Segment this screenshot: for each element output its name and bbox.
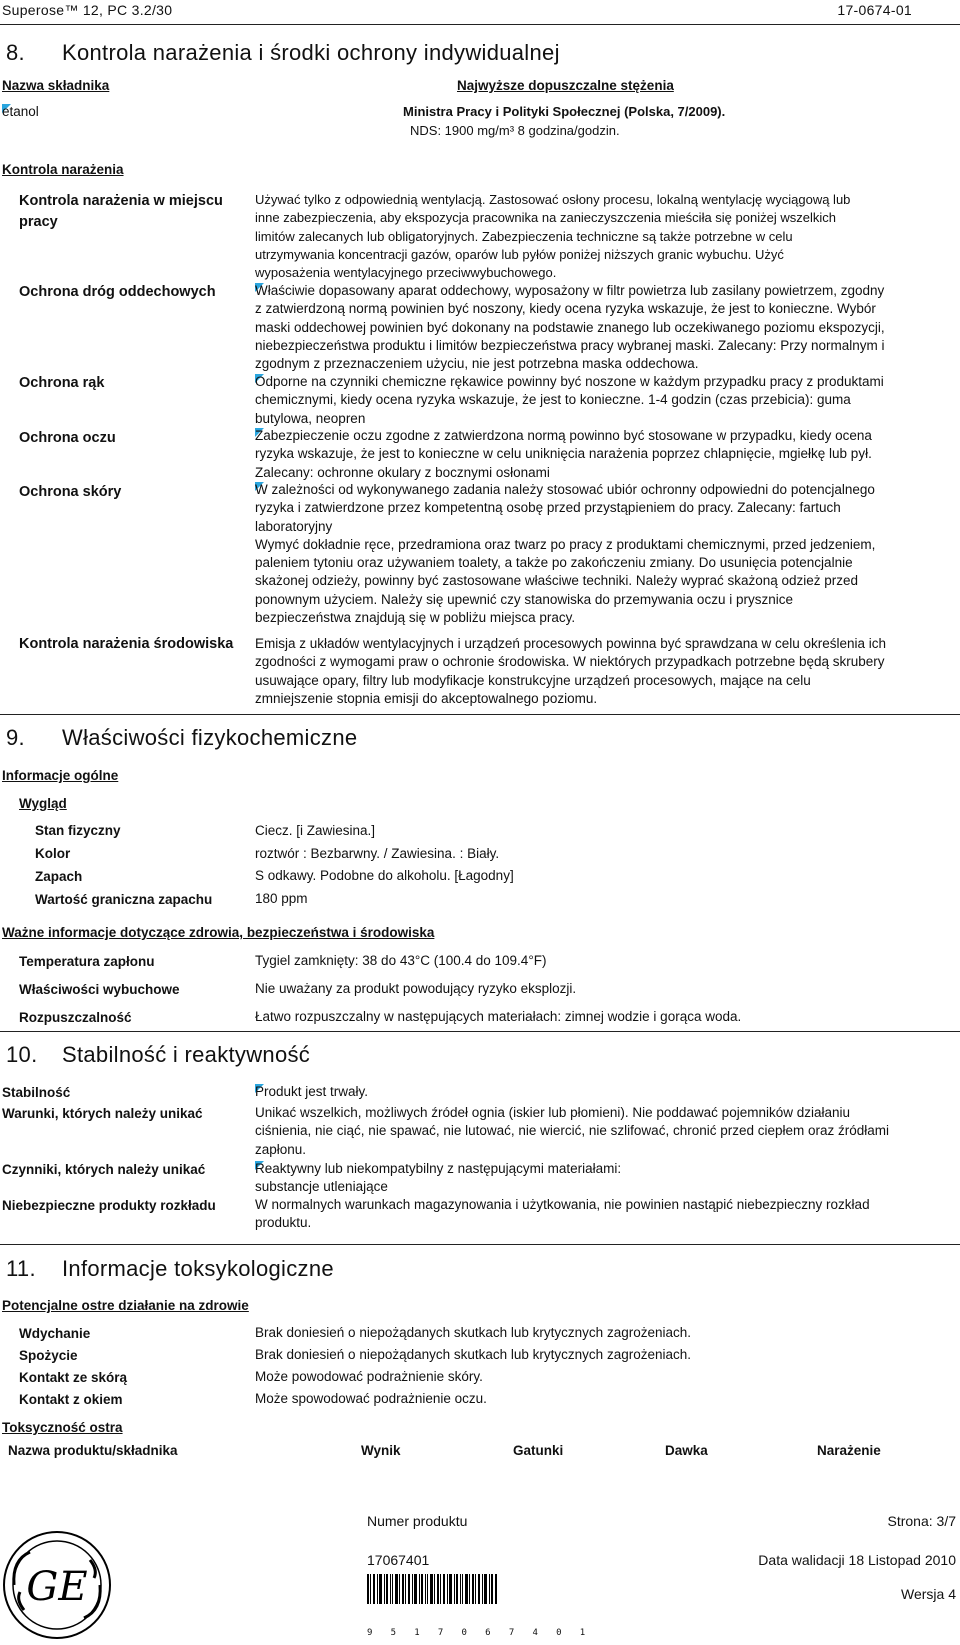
appearance-header: Wygląd <box>19 796 67 811</box>
logo-text: GE <box>26 1564 88 1610</box>
text-line: Reaktywny lub niekompatybilny z następującymi materiałami: <box>255 1161 622 1176</box>
text-line: laboratoryjny <box>255 518 333 534</box>
text-line: Używać tylko z odpowiednią wentylacją. Zastosować osłony procesu, lokalną wentylację wyciągową lub <box>255 192 851 207</box>
property-label: Kolor <box>35 846 71 861</box>
route-label: Kontakt ze skórą <box>19 1370 128 1385</box>
exposure-row-text <box>255 191 850 282</box>
text-line: bezpieczeństwa znajdują się w pobliżu miejsca pracy. <box>255 610 576 626</box>
exposure-row-label <box>19 191 223 233</box>
text-line: z zatwierdzoną normą powinien być noszony, kiedy ocena ryzyka wskazuje, że jest to konieczne. Wybór <box>255 301 876 317</box>
ingredient-name: etanol <box>2 104 39 119</box>
text-line: produktu. <box>255 1215 312 1231</box>
text-line: Unikać wszelkich, możliwych źródeł ognia (iskier lub płomieni). Nie poddawać pojemników działaniu <box>255 1105 851 1120</box>
property-value: Tygiel zamknięty: 38 do 43°C (100.4 do 109.4°F) <box>255 953 547 968</box>
route-label: Spożycie <box>19 1348 78 1363</box>
property-value: Ciecz. [i Zawiesina.] <box>255 823 376 838</box>
section-9-title <box>6 725 357 751</box>
property-value: Nie uważany za produkt powodujący ryzyko eksplozji. <box>255 981 577 996</box>
route-value: Może spowodować podrażnienie oczu. <box>255 1391 487 1406</box>
limit-value: NDS: 1900 mg/m³ 8 godzina/godzin. <box>410 123 620 138</box>
general-info-header: Informacje ogólne <box>2 768 119 783</box>
property-value: Łatwo rozpuszczalny w następujących materiałach: zimnej wodzie i gorąca woda. <box>255 1009 742 1024</box>
property-value: 180 ppm <box>255 891 308 906</box>
property-label: Wartość graniczna zapachu <box>35 892 213 907</box>
limit-source: Ministra Pracy i Polityki Społecznej (Polska, 7/2009). <box>403 104 726 119</box>
header-product: Superose™ 12, PC 3.2/30 <box>2 2 173 18</box>
exposure-row-text <box>255 373 884 428</box>
route-label: Wdychanie <box>19 1326 91 1341</box>
section-divider <box>0 1031 960 1032</box>
section-number: 10. <box>6 1042 38 1067</box>
product-number: 17067401 <box>367 1552 430 1568</box>
label-line: Ochrona rąk <box>19 375 105 391</box>
text-line: zgodności z wymogami praw o ochronie środowiska. W niektórych przypadkach potrzebne będą skrubery <box>255 654 885 670</box>
section-number: 8. <box>6 40 25 65</box>
section-title-text: Właściwości fizykochemiczne <box>62 725 358 750</box>
exposure-row-text <box>255 427 872 482</box>
text-line: inne zabezpieczenia, aby ekspozycja pracownika na zanieczyszczenia mieściła się poniżej wszelkich <box>255 210 836 226</box>
table-column-header: Wynik <box>361 1443 401 1458</box>
property-label: Rozpuszczalność <box>19 1010 132 1025</box>
text-line: wyposażenia wentylacyjnego przeciwwybuchowego. <box>255 265 557 281</box>
property-label: Zapach <box>35 869 83 884</box>
text-line: ponownym użyciem. Należy się upewnić czy stanowiska do przemywania oczu i prysznice <box>255 591 793 607</box>
conditions-value <box>255 1104 889 1159</box>
version: Wersja 4 <box>901 1586 956 1602</box>
text-line: zapłonu. <box>255 1141 307 1157</box>
section-8-title <box>6 40 560 66</box>
text-line: limitów zalecanych lub obligatoryjnych. Zabezpieczenia techniczne są także potrzebne w celu <box>255 228 793 244</box>
conditions-label: Warunki, których należy unikać <box>2 1106 203 1121</box>
property-label: Stan fizyczny <box>35 823 121 838</box>
section-title-text: Stabilność i reaktywność <box>62 1042 311 1067</box>
acute-toxicity-header: Toksyczność ostra <box>2 1420 123 1435</box>
exposure-row-label <box>19 375 104 391</box>
label-line: pracy <box>19 214 58 230</box>
limits-column-header: Najwyższe dopuszczalne stężenia <box>457 78 674 93</box>
exposure-row-label <box>19 636 233 652</box>
section-divider <box>0 1244 960 1245</box>
text-line: ryzyka wskazuje, że jest to konieczne w celu uniknięcia narażenia poprzez chlapnięcie, mgiełkę lub pył. <box>255 446 872 462</box>
section-number: 11. <box>6 1256 36 1281</box>
route-value: Może powodować podrażnienie skóry. <box>255 1369 483 1384</box>
text-line: butylowa, neopren <box>255 410 366 426</box>
materials-label: Czynniki, których należy unikać <box>2 1162 206 1177</box>
text-line: maski oddechowej powinien być dokonany na podstawie znanego lub oczekiwanego poziomu ekspozycji, <box>255 319 885 335</box>
stability-label: Stabilność <box>2 1085 71 1100</box>
barcode-digits: 9 5 1 7 0 6 7 4 0 1 <box>367 1628 592 1638</box>
text-line: Właściwie dopasowany aparat oddechowy, wyposażony w filtr powietrza lub zasilany powietrzem, zgodny <box>255 283 885 298</box>
property-value: roztwór : Bezbarwny. / Zawiesina. : Biały. <box>255 846 500 861</box>
section-10-title <box>6 1042 310 1068</box>
table-column-header: Nazwa produktu/składnika <box>8 1443 178 1458</box>
text-line: Emisja z układów wentylacyjnych i urządzeń procesowych powinna być sprawdzana w celu określenia ich <box>255 636 887 651</box>
ge-logo <box>2 1530 112 1640</box>
table-column-header: Gatunki <box>513 1443 564 1458</box>
acute-effects-header: Potencjalne ostre działanie na zdrowie <box>2 1298 249 1313</box>
stability-value <box>255 1083 368 1101</box>
text-line: Produkt jest trwały. <box>255 1084 369 1099</box>
section-title-text: Kontrola narażenia i środki ochrony indywidualnej <box>62 40 560 65</box>
text-line: zmniejszenie stopnia emisji do akceptowalnego poziomu. <box>255 690 598 706</box>
property-value: S odkawy. Podobne do alkoholu. [Łagodny] <box>255 868 514 883</box>
text-line: usuwające opary, filtry lub modyfikacje konstrukcyjne urządzeń procesowych, mające na celu <box>255 672 811 688</box>
property-label: Właściwości wybuchowe <box>19 982 180 997</box>
section-divider <box>0 714 960 715</box>
label-line: Ochrona skóry <box>19 484 122 500</box>
ingredient-column-header: Nazwa składnika <box>2 78 110 93</box>
text-line: W zależności od wykonywanego zadania należy stosować ubiór ochronny odpowiedni do potencjalnego <box>255 482 875 497</box>
label-line: Ochrona oczu <box>19 430 116 446</box>
text-line: Zabezpieczenie oczu zgodne z zatwierdzona normą powinno być stosowane w przypadku, kiedy ocena <box>255 428 872 443</box>
exposure-row-label <box>19 430 116 446</box>
section-number: 9. <box>6 725 25 750</box>
page-number: Strona: 3/7 <box>887 1513 956 1529</box>
exposure-row-text <box>255 282 885 373</box>
materials-value <box>255 1160 621 1197</box>
header-rule <box>0 24 960 25</box>
text-line: Wymyć dokładnie ręce, przedramiona oraz twarz po pracy z produktami chemicznymi, przed jedzeniem, <box>255 536 876 552</box>
exposure-row-text <box>255 481 875 627</box>
table-column-header: Dawka <box>665 1443 708 1458</box>
text-line: utrzymywania koncentracji gazów, oparów lub pyłów poniżej niższych granic wybuchu. Użyć <box>255 246 784 262</box>
exposure-row-label <box>19 484 121 500</box>
text-line: substancje utleniające <box>255 1179 388 1195</box>
label-line: Kontrola narażenia środowiska <box>19 636 234 652</box>
text-line: zgodnym z przeznaczeniem użyciu, nie jest potrzebna maska oddechowa. <box>255 356 699 372</box>
text-line: chemicznymi, kiedy ocena ryzyka wskazuje, że jest to konieczne. 1-4 godzin (czas przebicia): guma <box>255 392 851 408</box>
product-number-label: Numer produktu <box>367 1513 468 1529</box>
exposure-row-label <box>19 284 216 300</box>
barcode <box>367 1574 497 1608</box>
validation-date: Data walidacji 18 Listopad 2010 <box>758 1552 956 1568</box>
text-line: niebezpieczeństwa produktu i limitów bezpieczeństwa pracy wybranej maski. Zalecany: Przy normalnym i <box>255 337 885 353</box>
table-column-header: Narażenie <box>817 1443 881 1458</box>
decomposition-value <box>255 1196 870 1233</box>
section-11-title <box>6 1256 334 1282</box>
route-value: Brak doniesień o niepożądanych skutkach lub krytycznych zagrożeniach. <box>255 1347 691 1362</box>
label-line: Kontrola narażenia w miejscu <box>19 193 223 209</box>
label-line: Ochrona dróg oddechowych <box>19 284 216 300</box>
header-doc-code: 17-0674-01 <box>837 2 912 18</box>
exposure-row-text <box>255 635 886 708</box>
exposure-control-header: Kontrola narażenia <box>2 162 124 177</box>
text-line: W normalnych warunkach magazynowania i użytkowania, nie powinien nastąpić niebezpieczny rozkład <box>255 1197 870 1212</box>
important-info-header: Ważne informacje dotyczące zdrowia, bezpieczeństwa i środowiska <box>2 925 435 940</box>
decomposition-label: Niebezpieczne produkty rozkładu <box>2 1198 216 1213</box>
text-line: Odporne na czynniki chemiczne rękawice powinny być noszone w każdym przypadku pracy z produktami <box>255 374 884 389</box>
route-label: Kontakt z okiem <box>19 1392 123 1407</box>
section-title-text: Informacje toksykologiczne <box>62 1256 334 1281</box>
text-line: Zalecany: ochronne okulary z bocznymi osłonami <box>255 464 550 480</box>
text-line: paleniem tytoniu oraz używaniem toalety, a także po zakończeniu zmiany. Do usunięcia potencjalnie <box>255 555 853 571</box>
text-line: skażonej odzieży, powinny być zastosowane właściwe techniki. Należy wyprać skażoną odzież przed <box>255 573 859 589</box>
property-label: Temperatura zapłonu <box>19 954 155 969</box>
text-line: ryzyka i zatwierdzone przez kompetentną osobę przed przystąpieniem do pracy. Zalecany: fartuch <box>255 500 841 516</box>
route-value: Brak doniesień o niepożądanych skutkach lub krytycznych zagrożeniach. <box>255 1325 691 1340</box>
text-line: ciśnienia, nie ciąć, nie spawać, nie lutować, nie wiercić, nie szlifować, chronić przed ciepłem oraz źródłami <box>255 1123 890 1139</box>
